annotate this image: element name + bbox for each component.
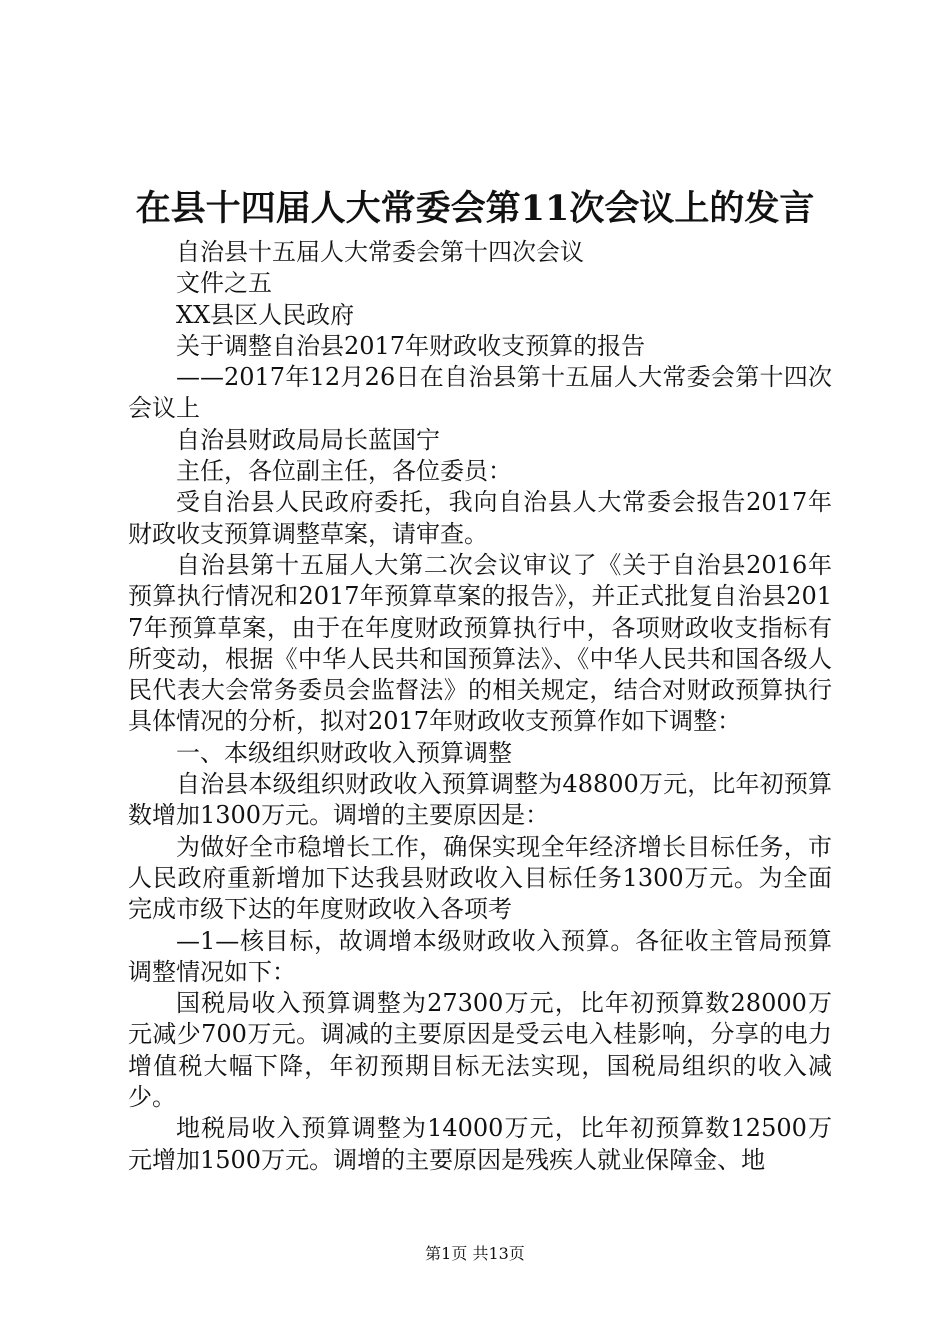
document-title: 在县十四届人大常委会第11次会议上的发言 (135, 188, 815, 229)
paragraph-body: 自治县本级组织财政收入预算调整为48800万元，比年初预算数增加1300万元。调增的主要原因是： (128, 770, 832, 830)
paragraph-speaker: 自治县财政局局长蓝国宁 (176, 425, 440, 454)
paragraph-body: 受自治县人民政府委托，我向自治县人大常委会报告2017年财政收支预算调整草案，请审查。 (128, 488, 832, 548)
paragraph-meeting-name: 自治县十五届人大常委会第十四次会议 (176, 238, 584, 266)
paragraph-body: 地税局收入预算调整为14000万元，比年初预算数12500万元增加1500万元。调增的主要原因是残疾人就业保障金、地 (128, 1114, 832, 1174)
document-body (128, 237, 832, 1176)
paragraph-issuer: XX县区人民政府 (176, 300, 355, 329)
page-footer: 第1页 共13页 (425, 1244, 525, 1263)
paragraph-body: 国税局收入预算调整为27300万元，比年初预算数28000万元减少700万元。调减的主要原因是受云电入桂影响，分享的电力增值税大幅下降，年初预期目标无法实现，国税局组织的收入减少。 (128, 989, 832, 1112)
paragraph-body: 自治县第十五届人大第二次会议审议了《关于自治县2016年预算执行情况和2017年预算草案的报告》，并正式批复自治县2017年预算草案，由于在年度财政预算执行中，各项财政收支指标有所变动，根据《中华人民共和国预算法》、《中华人民共和国各级人民代表大会常务委员会监督法》的相关规定，结合对财政预算执行具体情况的分析，拟对2017年财政收支预算作如下调整： (128, 550, 832, 736)
paragraph-section-heading: 一、本级组织财政收入预算调整 (176, 738, 512, 767)
paragraph-date-venue: ——2017年12月26日在自治县第十五届人大常委会第十四次会议上 (128, 363, 832, 423)
paragraph-body: —1—核目标，故调增本级财政收入预算。各征收主管局预算调整情况如下： (128, 926, 832, 986)
paragraph-salutation: 主任，各位副主任，各位委员： (176, 457, 512, 486)
paragraph-report-title: 关于调整自治县2017年财政收支预算的报告 (176, 331, 646, 360)
paragraph-file-number: 文件之五 (176, 269, 272, 298)
paragraph-body: 为做好全市稳增长工作，确保实现全年经济增长目标任务，市人民政府重新增加下达我县财政收入目标任务1300万元。为全面完成市级下达的年度财政收入各项考 (128, 832, 832, 924)
